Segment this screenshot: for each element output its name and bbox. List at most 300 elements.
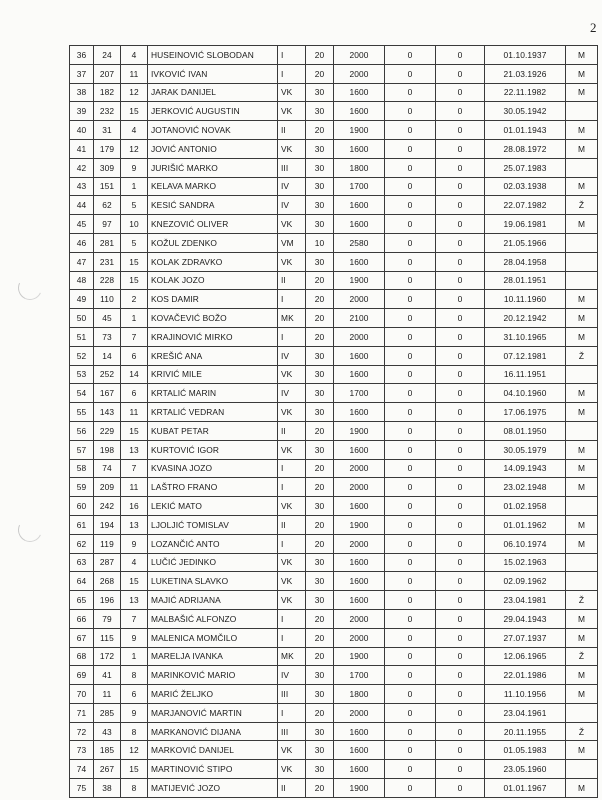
id-number-cell: 232 [94,102,121,121]
table-row [70,177,598,196]
coefficient-cell: 20 [306,478,334,497]
coefficient-cell: 30 [306,760,334,779]
birth-date-cell: 23.02.1948 [485,478,566,497]
amount-cell: 2000 [334,703,385,722]
coefficient-cell: 30 [306,685,334,704]
birth-date-cell: 20.11.1955 [485,722,566,741]
group-cell: 6 [121,384,148,403]
value-a-cell: 0 [385,609,436,628]
qualification-cell: I [278,628,306,647]
birth-date-cell: 20.12.1942 [485,309,566,328]
employee-register-table [69,45,598,798]
coefficient-cell: 30 [306,346,334,365]
gender-cell: M [566,741,598,760]
full-name-cell: MAJIĆ ADRIJANA [148,591,278,610]
coefficient-cell: 20 [306,703,334,722]
coefficient-cell: 20 [306,271,334,290]
coefficient-cell: 20 [306,309,334,328]
id-number-cell: 185 [94,741,121,760]
coefficient-cell: 20 [306,779,334,798]
birth-date-cell: 30.05.1942 [485,102,566,121]
amount-cell: 1900 [334,647,385,666]
table-row [70,196,598,215]
table-row [70,628,598,647]
group-cell: 1 [121,177,148,196]
value-b-cell: 0 [436,553,485,572]
id-number-cell: 194 [94,515,121,534]
qualification-cell: IV [278,177,306,196]
birth-date-cell: 10.11.1960 [485,290,566,309]
birth-date-cell: 22.01.1986 [485,666,566,685]
value-a-cell: 0 [385,478,436,497]
gender-cell: Ž [566,196,598,215]
group-cell: 1 [121,647,148,666]
table-row [70,497,598,516]
birth-date-cell: 30.05.1979 [485,440,566,459]
value-a-cell: 0 [385,760,436,779]
coefficient-cell: 20 [306,421,334,440]
row-number-cell: 38 [70,83,94,102]
full-name-cell: JOTANOVIĆ NOVAK [148,121,278,140]
coefficient-cell: 20 [306,121,334,140]
qualification-cell: I [278,478,306,497]
value-a-cell: 0 [385,83,436,102]
group-cell: 12 [121,139,148,158]
amount-cell: 1600 [334,102,385,121]
table-row [70,760,598,779]
value-a-cell: 0 [385,309,436,328]
id-number-cell: 228 [94,271,121,290]
qualification-cell: VK [278,497,306,516]
qualification-cell: I [278,327,306,346]
table-row [70,515,598,534]
full-name-cell: KRAJINOVIĆ MIRKO [148,327,278,346]
gender-cell: M [566,327,598,346]
qualification-cell: VK [278,553,306,572]
value-a-cell: 0 [385,233,436,252]
group-cell: 16 [121,497,148,516]
value-a-cell: 0 [385,421,436,440]
value-b-cell: 0 [436,309,485,328]
punch-hole-mark [15,515,46,546]
row-number-cell: 48 [70,271,94,290]
group-cell: 13 [121,440,148,459]
value-a-cell: 0 [385,64,436,83]
amount-cell: 1900 [334,421,385,440]
value-b-cell: 0 [436,534,485,553]
coefficient-cell: 30 [306,741,334,760]
value-a-cell: 0 [385,365,436,384]
qualification-cell: VK [278,252,306,271]
birth-date-cell: 15.02.1963 [485,553,566,572]
group-cell: 7 [121,459,148,478]
row-number-cell: 46 [70,233,94,252]
row-number-cell: 45 [70,215,94,234]
value-b-cell: 0 [436,515,485,534]
full-name-cell: MARIĆ ŽELJKO [148,685,278,704]
coefficient-cell: 20 [306,628,334,647]
id-number-cell: 24 [94,46,121,65]
row-number-cell: 55 [70,403,94,422]
qualification-cell: VK [278,139,306,158]
value-b-cell: 0 [436,365,485,384]
birth-date-cell: 01.01.1967 [485,779,566,798]
table-row [70,158,598,177]
group-cell: 15 [121,760,148,779]
full-name-cell: JARAK DANIJEL [148,83,278,102]
value-b-cell: 0 [436,741,485,760]
gender-cell: M [566,440,598,459]
id-number-cell: 172 [94,647,121,666]
value-b-cell: 0 [436,64,485,83]
table-row [70,83,598,102]
table-row [70,609,598,628]
id-number-cell: 198 [94,440,121,459]
amount-cell: 1700 [334,666,385,685]
birth-date-cell: 01.01.1962 [485,515,566,534]
value-b-cell: 0 [436,478,485,497]
gender-cell [566,252,598,271]
row-number-cell: 60 [70,497,94,516]
full-name-cell: JURIŠIĆ MARKO [148,158,278,177]
table-row [70,741,598,760]
gender-cell [566,271,598,290]
gender-cell [566,760,598,779]
qualification-cell: VK [278,572,306,591]
value-b-cell: 0 [436,327,485,346]
gender-cell: M [566,609,598,628]
birth-date-cell: 25.07.1983 [485,158,566,177]
amount-cell: 1600 [334,760,385,779]
birth-date-cell: 06.10.1974 [485,534,566,553]
full-name-cell: KVASINA JOZO [148,459,278,478]
group-cell: 12 [121,83,148,102]
value-b-cell: 0 [436,403,485,422]
group-cell: 2 [121,290,148,309]
group-cell: 15 [121,252,148,271]
amount-cell: 1600 [334,497,385,516]
value-a-cell: 0 [385,121,436,140]
value-a-cell: 0 [385,252,436,271]
full-name-cell: MALBAŠIĆ ALFONZO [148,609,278,628]
value-b-cell: 0 [436,158,485,177]
value-a-cell: 0 [385,139,436,158]
amount-cell: 2000 [334,64,385,83]
group-cell: 7 [121,609,148,628]
gender-cell: M [566,403,598,422]
table-row [70,346,598,365]
id-number-cell: 115 [94,628,121,647]
id-number-cell: 231 [94,252,121,271]
birth-date-cell: 04.10.1960 [485,384,566,403]
full-name-cell: MARTINOVIĆ STIPO [148,760,278,779]
qualification-cell: I [278,46,306,65]
row-number-cell: 63 [70,553,94,572]
group-cell: 1 [121,309,148,328]
group-cell: 6 [121,685,148,704]
gender-cell: M [566,478,598,497]
value-a-cell: 0 [385,177,436,196]
group-cell: 11 [121,64,148,83]
full-name-cell: KRTALIĆ VEDRAN [148,403,278,422]
gender-cell: M [566,666,598,685]
qualification-cell: IV [278,666,306,685]
group-cell: 15 [121,271,148,290]
qualification-cell: VK [278,440,306,459]
full-name-cell: KURTOVIĆ IGOR [148,440,278,459]
full-name-cell: IVKOVIĆ IVAN [148,64,278,83]
id-number-cell: 79 [94,609,121,628]
coefficient-cell: 30 [306,591,334,610]
amount-cell: 1600 [334,215,385,234]
amount-cell: 1600 [334,440,385,459]
value-a-cell: 0 [385,666,436,685]
birth-date-cell: 16.11.1951 [485,365,566,384]
value-a-cell: 0 [385,158,436,177]
table-row [70,121,598,140]
value-a-cell: 0 [385,102,436,121]
qualification-cell: III [278,158,306,177]
birth-date-cell: 11.10.1956 [485,685,566,704]
full-name-cell: KOLAK ZDRAVKO [148,252,278,271]
amount-cell: 2000 [334,478,385,497]
value-b-cell: 0 [436,46,485,65]
group-cell: 8 [121,722,148,741]
group-cell: 7 [121,327,148,346]
coefficient-cell: 30 [306,572,334,591]
coefficient-cell: 30 [306,440,334,459]
amount-cell: 2100 [334,309,385,328]
row-number-cell: 53 [70,365,94,384]
full-name-cell: MARJANOVIĆ MARTIN [148,703,278,722]
qualification-cell: IV [278,196,306,215]
row-number-cell: 61 [70,515,94,534]
birth-date-cell: 01.05.1983 [485,741,566,760]
qualification-cell: III [278,685,306,704]
row-number-cell: 64 [70,572,94,591]
coefficient-cell: 30 [306,365,334,384]
coefficient-cell: 30 [306,722,334,741]
value-b-cell: 0 [436,121,485,140]
birth-date-cell: 28.01.1951 [485,271,566,290]
amount-cell: 1900 [334,271,385,290]
qualification-cell: VK [278,365,306,384]
table-row [70,46,598,65]
gender-cell: M [566,309,598,328]
full-name-cell: KOS DAMIR [148,290,278,309]
full-name-cell: LAŠTRO FRANO [148,478,278,497]
group-cell: 5 [121,196,148,215]
table-row [70,440,598,459]
value-a-cell: 0 [385,346,436,365]
gender-cell: M [566,685,598,704]
birth-date-cell: 14.09.1943 [485,459,566,478]
table-row [70,384,598,403]
gender-cell [566,365,598,384]
group-cell: 15 [121,421,148,440]
birth-date-cell: 23.04.1961 [485,703,566,722]
value-a-cell: 0 [385,534,436,553]
coefficient-cell: 30 [306,83,334,102]
coefficient-cell: 30 [306,158,334,177]
amount-cell: 2580 [334,233,385,252]
id-number-cell: 62 [94,196,121,215]
amount-cell: 1800 [334,685,385,704]
amount-cell: 1700 [334,177,385,196]
qualification-cell: VK [278,591,306,610]
value-a-cell: 0 [385,290,436,309]
amount-cell: 1600 [334,572,385,591]
value-a-cell: 0 [385,572,436,591]
amount-cell: 2000 [334,459,385,478]
coefficient-cell: 30 [306,252,334,271]
amount-cell: 1600 [334,196,385,215]
qualification-cell: II [278,515,306,534]
row-number-cell: 65 [70,591,94,610]
qualification-cell: IV [278,346,306,365]
gender-cell [566,102,598,121]
qualification-cell: I [278,609,306,628]
id-number-cell: 73 [94,327,121,346]
table-row [70,591,598,610]
birth-date-cell: 01.01.1943 [485,121,566,140]
amount-cell: 1600 [334,139,385,158]
value-b-cell: 0 [436,83,485,102]
birth-date-cell: 01.10.1937 [485,46,566,65]
group-cell: 15 [121,102,148,121]
row-number-cell: 57 [70,440,94,459]
table-row [70,685,598,704]
gender-cell: M [566,46,598,65]
amount-cell: 1900 [334,121,385,140]
gender-cell [566,233,598,252]
birth-date-cell: 27.07.1937 [485,628,566,647]
id-number-cell: 38 [94,779,121,798]
full-name-cell: JOVIĆ ANTONIO [148,139,278,158]
birth-date-cell: 21.03.1926 [485,64,566,83]
value-b-cell: 0 [436,591,485,610]
value-b-cell: 0 [436,760,485,779]
row-number-cell: 56 [70,421,94,440]
table-row [70,478,598,497]
id-number-cell: 110 [94,290,121,309]
amount-cell: 1600 [334,722,385,741]
group-cell: 14 [121,365,148,384]
row-number-cell: 72 [70,722,94,741]
full-name-cell: MARKANOVIĆ DIJANA [148,722,278,741]
id-number-cell: 285 [94,703,121,722]
qualification-cell: II [278,271,306,290]
full-name-cell: KOVAČEVIĆ BOŽO [148,309,278,328]
gender-cell [566,553,598,572]
row-number-cell: 70 [70,685,94,704]
full-name-cell: LJOLJIĆ TOMISLAV [148,515,278,534]
coefficient-cell: 20 [306,327,334,346]
id-number-cell: 119 [94,534,121,553]
value-a-cell: 0 [385,403,436,422]
table-row [70,252,598,271]
birth-date-cell: 28.08.1972 [485,139,566,158]
group-cell: 5 [121,233,148,252]
coefficient-cell: 30 [306,215,334,234]
amount-cell: 1600 [334,83,385,102]
group-cell: 9 [121,703,148,722]
group-cell: 13 [121,591,148,610]
group-cell: 6 [121,346,148,365]
id-number-cell: 167 [94,384,121,403]
gender-cell: Ž [566,722,598,741]
value-a-cell: 0 [385,685,436,704]
value-b-cell: 0 [436,177,485,196]
full-name-cell: MARKOVIĆ DANIJEL [148,741,278,760]
value-b-cell: 0 [436,609,485,628]
gender-cell: M [566,64,598,83]
table-row [70,102,598,121]
table-row [70,534,598,553]
table-row [70,271,598,290]
table-row [70,290,598,309]
id-number-cell: 182 [94,83,121,102]
id-number-cell: 281 [94,233,121,252]
id-number-cell: 242 [94,497,121,516]
birth-date-cell: 02.03.1938 [485,177,566,196]
group-cell: 13 [121,515,148,534]
row-number-cell: 75 [70,779,94,798]
row-number-cell: 52 [70,346,94,365]
amount-cell: 1600 [334,403,385,422]
value-b-cell: 0 [436,271,485,290]
table-row [70,327,598,346]
value-b-cell: 0 [436,215,485,234]
id-number-cell: 196 [94,591,121,610]
row-number-cell: 49 [70,290,94,309]
row-number-cell: 66 [70,609,94,628]
birth-date-cell: 01.02.1958 [485,497,566,516]
row-number-cell: 36 [70,46,94,65]
id-number-cell: 45 [94,309,121,328]
value-a-cell: 0 [385,703,436,722]
value-b-cell: 0 [436,440,485,459]
value-a-cell: 0 [385,515,436,534]
full-name-cell: KELAVA MARKO [148,177,278,196]
coefficient-cell: 30 [306,497,334,516]
row-number-cell: 74 [70,760,94,779]
amount-cell: 2000 [334,327,385,346]
id-number-cell: 287 [94,553,121,572]
full-name-cell: KOŽUL ZDENKO [148,233,278,252]
table-row [70,421,598,440]
row-number-cell: 54 [70,384,94,403]
amount-cell: 1800 [334,158,385,177]
value-a-cell: 0 [385,553,436,572]
gender-cell: M [566,534,598,553]
value-a-cell: 0 [385,741,436,760]
group-cell: 11 [121,478,148,497]
gender-cell [566,421,598,440]
full-name-cell: JERKOVIĆ AUGUSTIN [148,102,278,121]
qualification-cell: III [278,722,306,741]
birth-date-cell: 12.06.1965 [485,647,566,666]
value-b-cell: 0 [436,722,485,741]
coefficient-cell: 20 [306,290,334,309]
row-number-cell: 51 [70,327,94,346]
gender-cell [566,497,598,516]
value-b-cell: 0 [436,252,485,271]
birth-date-cell: 29.04.1943 [485,609,566,628]
id-number-cell: 97 [94,215,121,234]
value-b-cell: 0 [436,572,485,591]
row-number-cell: 59 [70,478,94,497]
